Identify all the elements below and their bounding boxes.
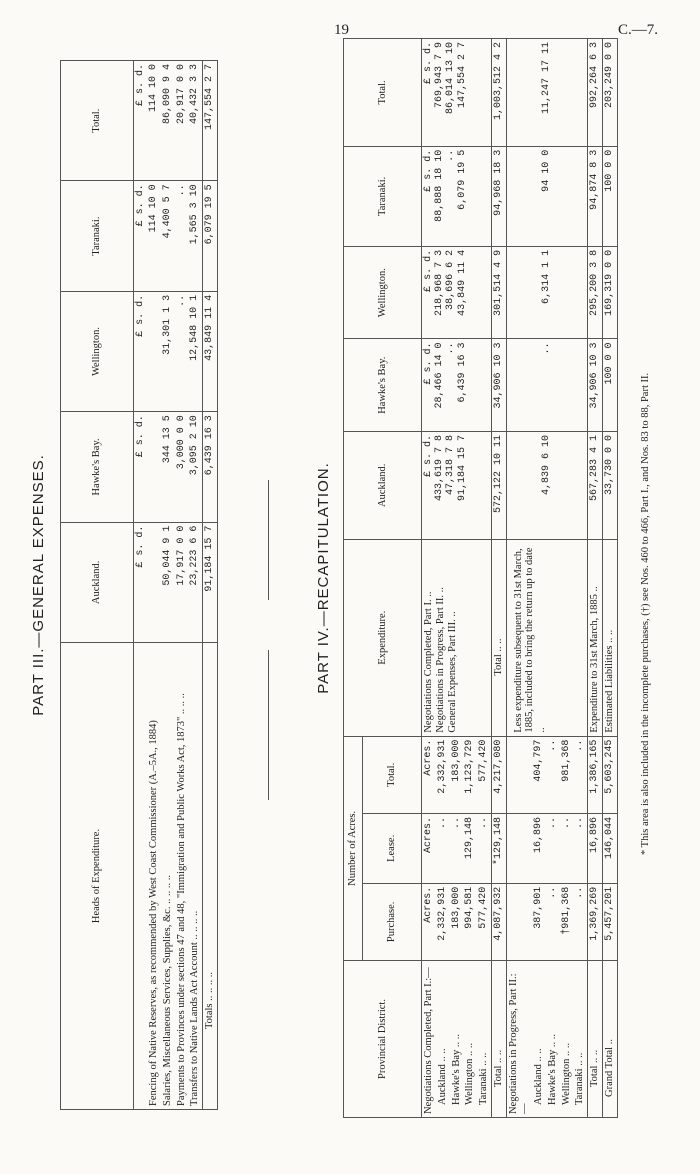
footnote: * This area is also included in the incomplete purchases, (†) see Nos. 460 to 466, Part I., and Nos. 83 to 88, Part II. xyxy=(640,372,651,855)
table-row: Transfers to Native Lands Act Account .. .. .. .. 23,223 6 6 3,095 2 10 12,548 10 1 1,565 3 10 40,432 3 3 xyxy=(188,61,202,1110)
part4-header-total: Total. xyxy=(344,39,422,147)
part3-title: PART III.—GENERAL EXPENSES. xyxy=(30,454,47,716)
part4-progress-total-row: Total .. .. 1,369,269 16,896 1,386,165 Expenditure to 31st March, 1885 .. 567,283 4 1 34,906 10 3 295,200 3 8 94,874 8 3 992,264 6 3 xyxy=(588,39,603,1118)
part3-header-hawkes: Hawke's Bay. xyxy=(61,412,134,522)
table-row: Wellington .. .. 994,581 129,148 1,123,729 xyxy=(463,39,477,1118)
part3-totals-row: Totals .. .. .. .. 91,184 15 7 6,439 16 3 43,849 11 4 6,079 19 5 147,554 2 7 xyxy=(203,61,218,1110)
table-row: Taranaki .. .. .. .. .. xyxy=(573,39,587,1118)
part4-header-purchase: Purchase. xyxy=(363,883,422,960)
divider xyxy=(268,480,269,600)
part3-units-taranaki: £ s. d. xyxy=(134,181,148,291)
part3-header-total: Total. xyxy=(61,61,134,181)
divider xyxy=(268,650,269,800)
part4-block xyxy=(315,38,618,1118)
part4-header-acres: Number of Acres. xyxy=(344,736,363,960)
table-row: Hawke's Bay .. .. .. .. .. xyxy=(546,39,560,1118)
part3-units-hawkes: £ s. d. xyxy=(134,412,148,522)
part3-block xyxy=(30,60,218,1110)
part4-header-taranaki: Taranaki. xyxy=(344,146,422,246)
part3-header-wellington: Wellington. xyxy=(61,291,134,411)
part3-header-auckland: Auckland. xyxy=(61,522,134,642)
part4-completed-total-row: Total .. .. 4,087,932 *129,148 4,217,080 Total .. .. 572,122 10 11 34,906 10 3 301,514 4 9 94,968 18 3 1,003,512 4 2 xyxy=(491,39,506,1118)
part3-units-total: £ s. d. xyxy=(134,61,148,181)
page-number: 19 xyxy=(334,22,349,38)
document-reference: C.—7. xyxy=(618,22,659,38)
part4-header-wellington: Wellington. xyxy=(344,246,422,339)
table-row: Taranaki .. .. 577,420 .. 577,420 xyxy=(477,39,491,1118)
table-row: Auckland .. .. 2,332,931 .. 2,332,931 xyxy=(436,39,450,1118)
table-row: Hawke's Bay .. .. 183,000 .. 183,000 xyxy=(450,39,464,1118)
part3-header-heads: Heads of Expenditure. xyxy=(61,643,134,1110)
part4-header-expenditure: Expenditure. xyxy=(344,539,422,736)
part4-grand-total-row: Grand Total .. 5,457,201 146,044 5,603,245 Estimated Liabilities .. .. 33,730 0 0 100 0 0 169,319 0 0 100 0 0 203,249 0 0 xyxy=(602,39,617,1118)
part4-header-hawkes: Hawke's Bay. xyxy=(344,339,422,432)
part4-title: PART IV.—RECAPITULATION. xyxy=(315,462,332,694)
table-row: Auckland .. .. 387,901 16,896 404,797 xyxy=(532,39,546,1118)
table-row: Salaries, Miscellaneous Services, Supplies, &c. .. .. .. .. 50,044 9 1 344 13 5 31,301 1 3 4,400 5 7 86,090 9 4 xyxy=(161,61,175,1110)
part4-table: Provincial District. Number of Acres. Expenditure. Auckland. Hawke's Bay. Wellington. Taranaki. Total. Purchase. Lease. Total. Negotiations Completed, Part I.:— Acres. Acres. Acres. Negotiations Completed, Part I. .. Negotiations in Progress, Part II. .. General Expenses, Part III. .. £ s. d. 433,619 7 8 47,318 7 8 91,184 15 7 £ s. d. 28,466 14 0 .. 6,439 16 3 £ s. d. 218,968 7 3 38,696 6 2 43,849 11 4 £ s. d. 88,888 18 10 .. 6,079 19 5 £ s. d. 769,943 7 9 86,014 13 10 147,554 2 7 Auckland .. .. 2,332,931 .. 2,332,931 Hawke's Bay .. .. 183,000 .. 183,000 Wellington .. .. 994,581 129,148 1,123,729 Taranaki .. .. 577,420 .. 577,420 Total .. .. 4,087,932 *129,148 4,217,080 Total .. .. 572,122 10 11 34,906 10 3 301,514 4 9 94,968 18 3 1,003,512 4 2 Negotiations in Progress, Part II.:— Less expenditure subsequent to 31st March, 1885, included to bring the return up to date .. 4,839 6 10 .. 6,314 1 1 94 10 0 11,247 17 11 Auckland .. .. 387,901 16,896 404,797 Hawke's Bay .. .. .. .. .. Wellington .. .. †981,368 .. 981,368 Taranaki .. .. .. .. .. Total .. .. 1,369,269 16,896 1,386,165 Expenditure to 31st March, 1885 .. 567,283 4 1 34,906 10 3 295,200 3 8 94,874 8 3 992,264 6 3 Grand Total .. 5,457,201 146,044 5,603,245 Estimated Liabilities .. .. 33,730 0 0 100 0 0 169,319 0 0 100 0 0 203,249 0 0 xyxy=(343,38,618,1118)
table-row: Payments to Provinces under sections 47 and 48, "Immigration and Public Works Act, 1873" .. .. .. 17,917 0 0 3,000 0 0 .. .. 20,917 0 0 xyxy=(175,61,189,1110)
table-row: Wellington .. .. †981,368 .. 981,368 xyxy=(560,39,574,1118)
table-row: Fencing of Native Reserves, as recommended by West Coast Commissioner (A.–5A., 1884) 114 10 0 114 10 0 xyxy=(147,61,161,1110)
part4-header-total-acres: Total. xyxy=(363,736,422,813)
part4-header-district: Provincial District. xyxy=(344,961,422,1118)
part4-header-auckland: Auckland. xyxy=(344,431,422,539)
part3-table xyxy=(60,60,218,1110)
part4-header-lease: Lease. xyxy=(363,813,422,883)
part3-units-auckland: £ s. d. xyxy=(134,522,148,642)
part3-units-wellington: £ s. d. xyxy=(134,291,148,411)
part3-header-taranaki: Taranaki. xyxy=(61,181,134,291)
